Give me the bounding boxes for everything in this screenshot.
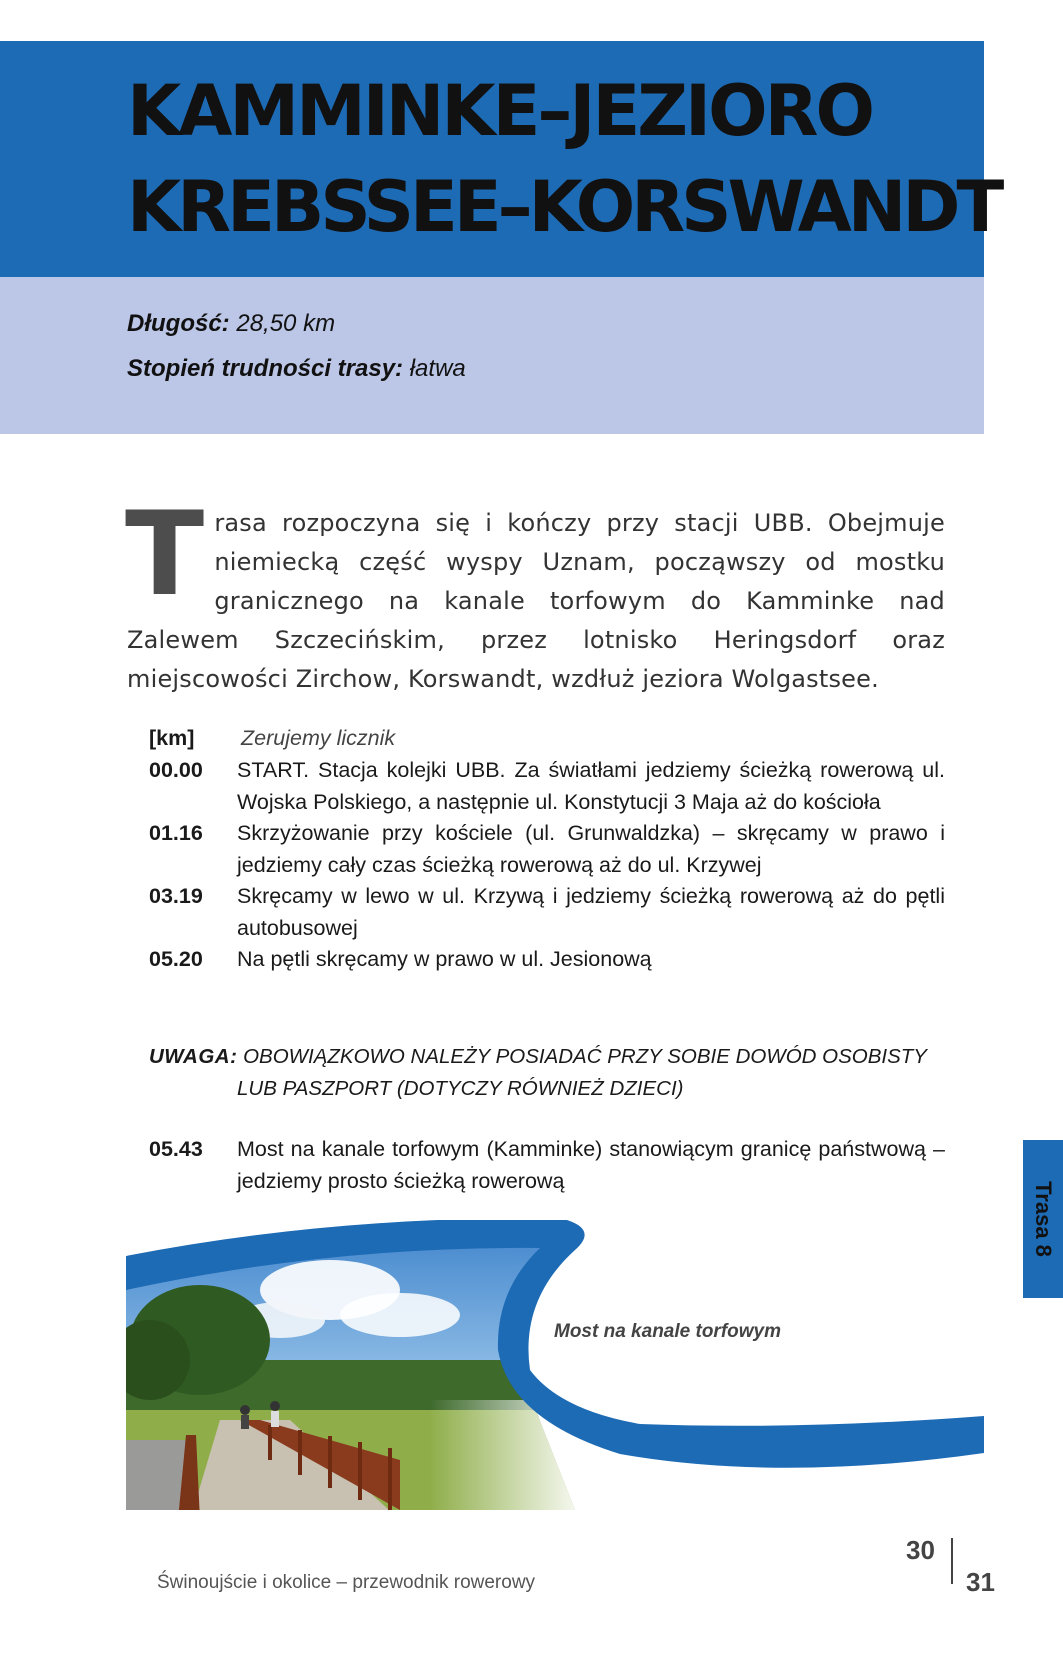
- drop-cap: T: [125, 487, 205, 622]
- itinerary-header: [149, 723, 945, 755]
- itinerary-step: [149, 818, 945, 881]
- warning-label: UWAGA:: [149, 1045, 238, 1068]
- page-number-left: 30: [906, 1535, 935, 1565]
- itinerary-step: [149, 1134, 945, 1197]
- warning-note: [149, 1041, 945, 1104]
- photo-banner: [0, 1220, 1063, 1530]
- itinerary-step: [149, 944, 945, 976]
- step-km: 00.00: [149, 758, 203, 782]
- route-length: [127, 310, 335, 338]
- unit-label: [km]: [149, 726, 195, 750]
- step-km: 01.16: [149, 821, 203, 845]
- route-tab-label: Trasa 8: [1031, 1181, 1056, 1257]
- step-text: Skręcamy w lewo w ul. Krzywą i jedziemy ścieżką rowerową aż do pętli autobusowej: [237, 884, 945, 940]
- route-difficulty-label: Stopień trudności trasy:: [127, 355, 404, 382]
- itinerary-step: [149, 755, 945, 818]
- page-number-right: 31: [966, 1567, 995, 1597]
- itinerary-list: [149, 755, 945, 976]
- step-text: Most na kanale torfowym (Kamminke) stanowiącym granicę państwową – jedziemy prosto ścieżką rowerową: [237, 1137, 945, 1193]
- warning-line-2: LUB PASZPORT (DOTYCZY RÓWNIEŻ DZIECI): [237, 1076, 684, 1100]
- intro-paragraph: [125, 487, 945, 699]
- intro-text: rasa rozpoczyna się i kończy przy stacji UBB. Obejmuje niemiecką część wyspy Uznam, począwszy od mostku granicznego na kanale torfowym do Kamminke nad Zalewem Szczecińskim, przez lotnisko Heringsdorf oraz miejscowości Zirchow, Korswandt, wzdłuż jeziora Wolgastsee.: [127, 509, 945, 693]
- route-title-line-2: KREBSSEE–KORSWANDT: [127, 166, 1001, 248]
- itinerary-step: [149, 881, 945, 944]
- step-km: 03.19: [149, 884, 203, 908]
- bridge-photo: [0, 1220, 1063, 1530]
- page-divider: [951, 1538, 953, 1584]
- photo-caption: Most na kanale torfowym: [554, 1321, 781, 1342]
- warning-line-1: OBOWIĄZKOWO NALEŻY POSIADAĆ PRZY SOBIE DOWÓD OSOBISTY: [243, 1045, 927, 1068]
- route-difficulty: [127, 355, 466, 383]
- route-length-value: 28,50 km: [236, 310, 336, 337]
- counter-label: Zerujemy licznik: [241, 726, 396, 750]
- route-length-label: Długość:: [127, 310, 230, 337]
- route-difficulty-value: łatwa: [409, 355, 466, 382]
- route-title-line-1: KAMMINKE–JEZIORO: [127, 70, 873, 152]
- step-text: START. Stacja kolejki UBB. Za światłami jedziemy ścieżką rowerową ul. Wojska Polskiego, a następnie ul. Konstytucji 3 Maja aż do kościoła: [237, 758, 945, 814]
- itinerary-step-after: [149, 1134, 945, 1197]
- step-km: 05.20: [149, 947, 203, 971]
- step-text: Na pętli skręcamy w prawo w ul. Jesionową: [237, 947, 652, 971]
- step-km: 05.43: [149, 1137, 203, 1161]
- book-title: Świnoujście i okolice – przewodnik rowerowy: [157, 1572, 536, 1593]
- step-text: Skrzyżowanie przy kościele (ul. Grunwaldzka) – skręcamy w prawo i jedziemy cały czas ścieżką rowerową aż do ul. Krzywej: [237, 821, 945, 877]
